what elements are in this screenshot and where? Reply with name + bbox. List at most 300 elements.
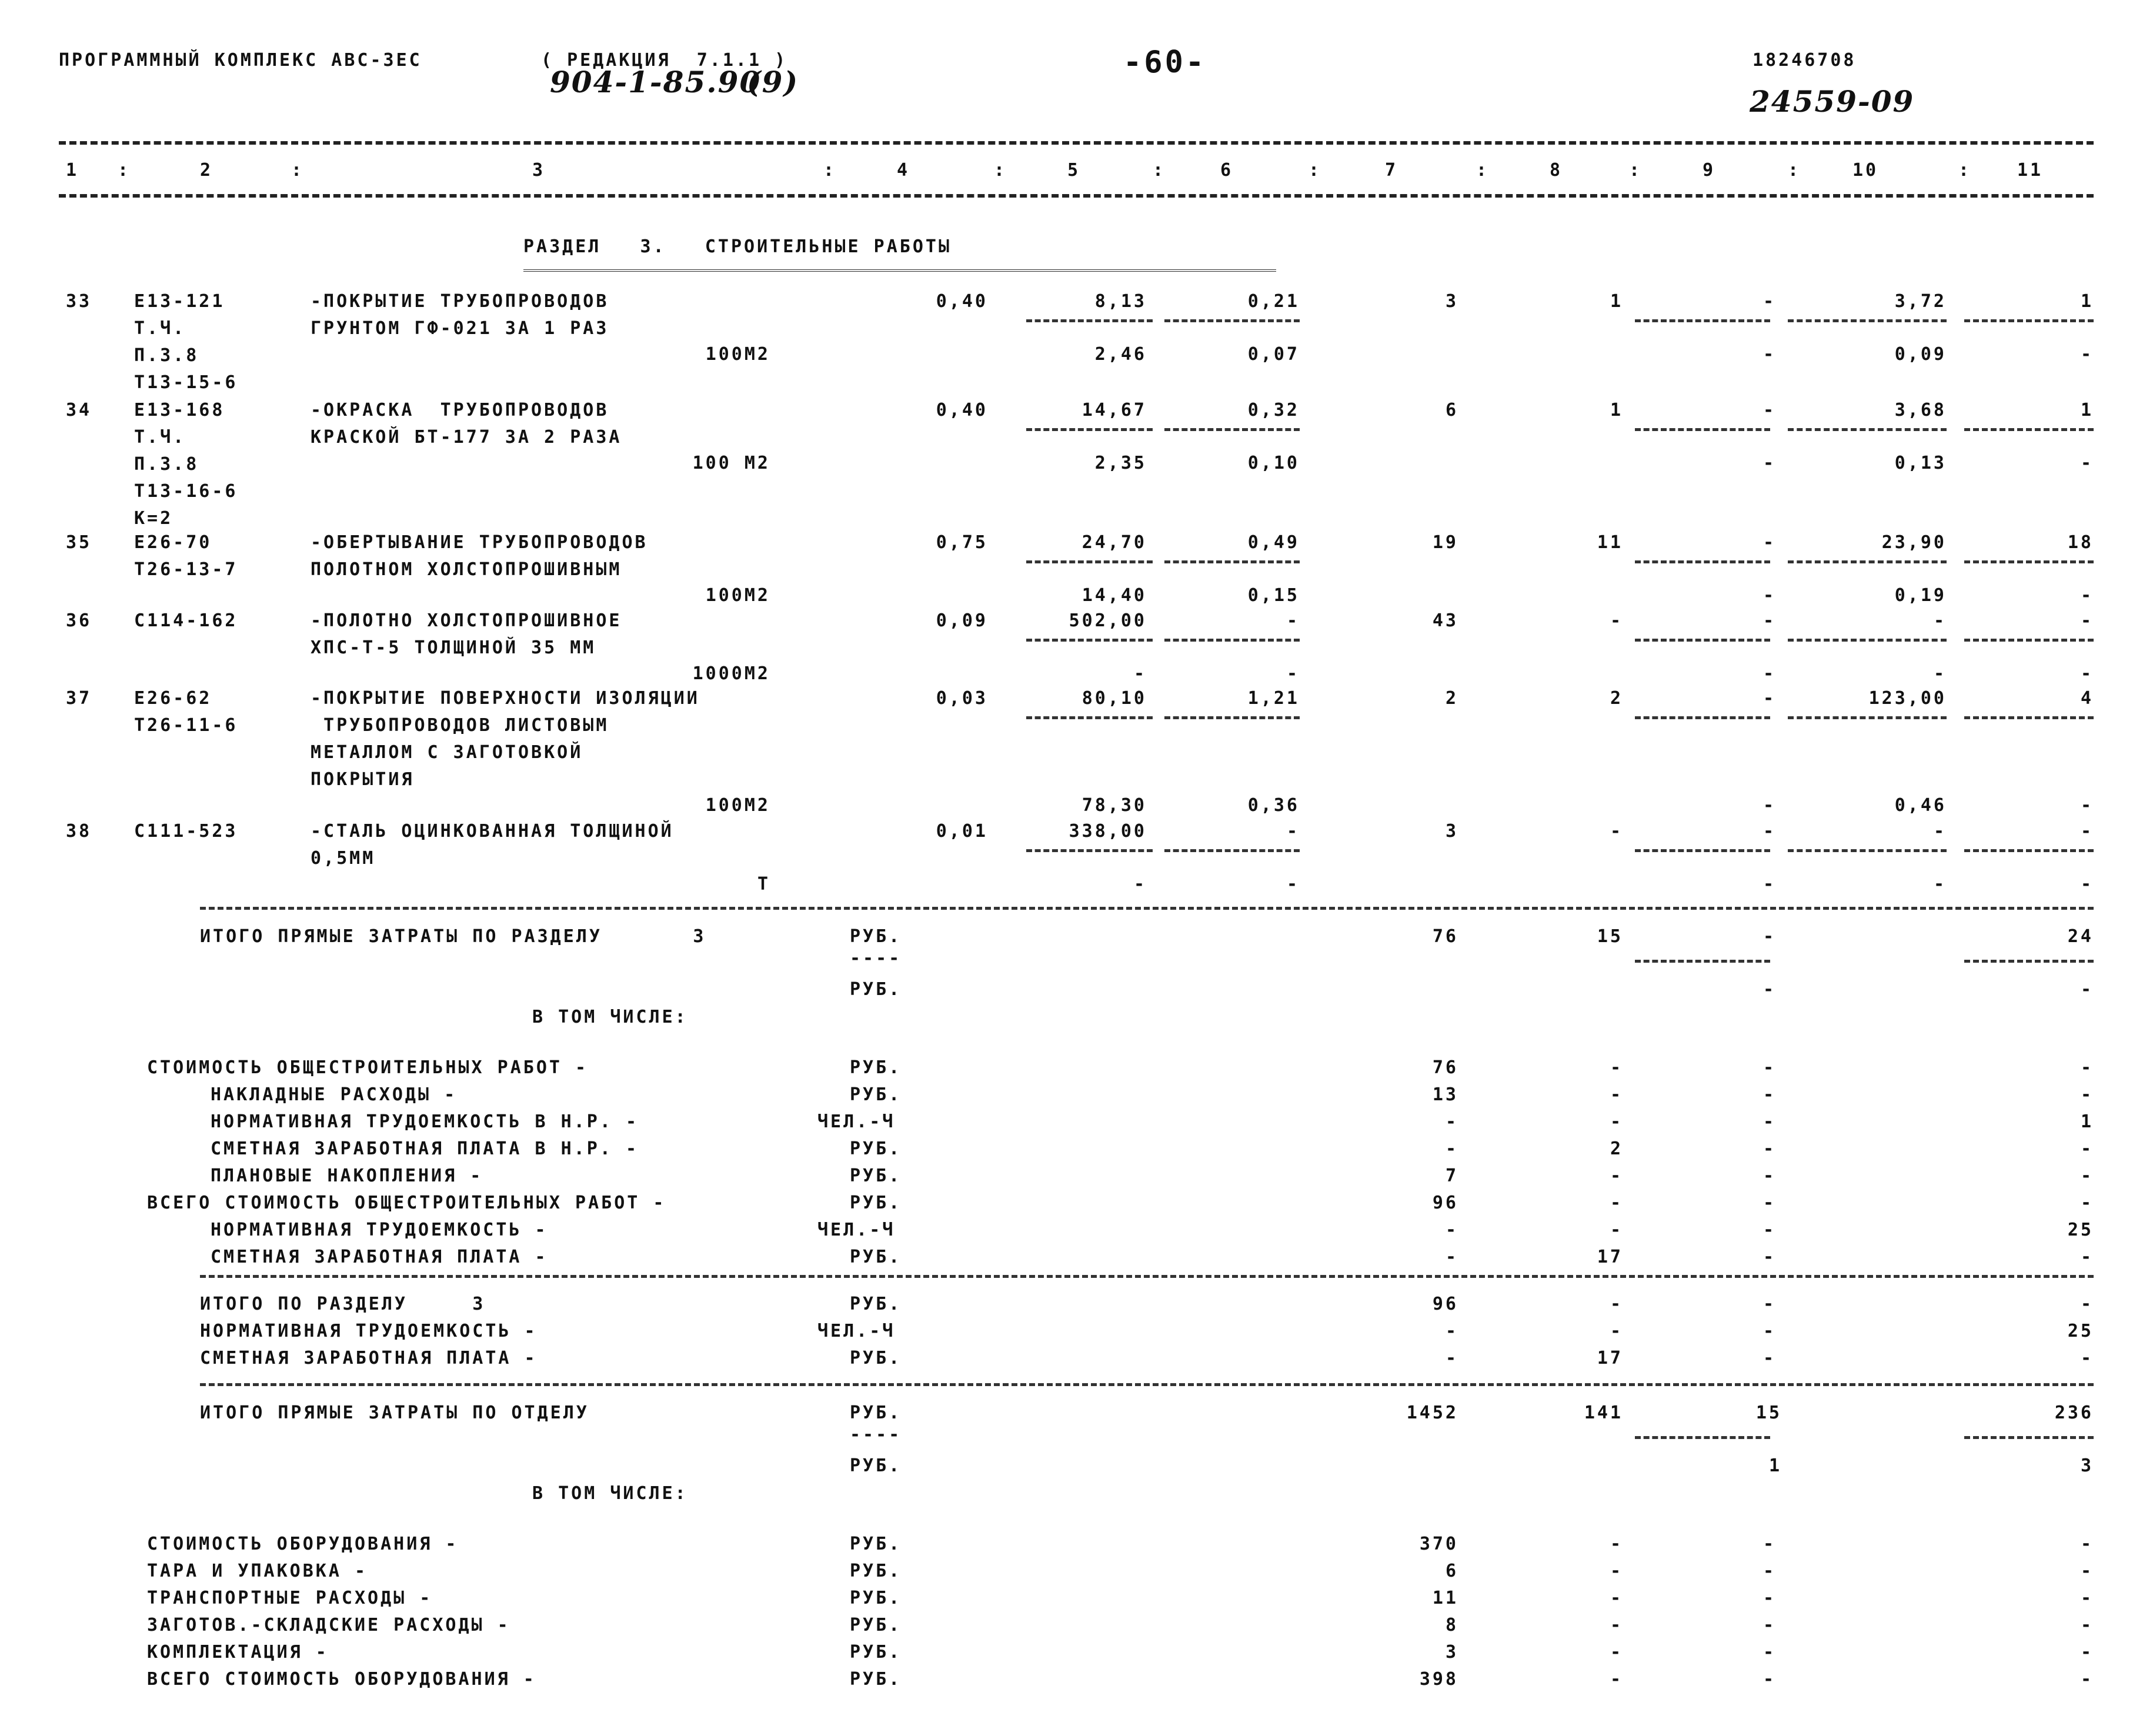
item-total-cost: 3 [1445,291,1458,312]
department-summary-col7: 1452 [1406,1403,1458,1423]
equipment-label: КОМПЛЕКТАЦИЯ - [147,1642,329,1662]
cell-rule [1964,639,2094,642]
column-header-8: 8 [1550,160,1563,181]
item-description: -ПОКРЫТИЕ ПОВЕРХНОСТИ ИЗОЛЯЦИИ [311,688,700,709]
item-description: ХПС-Т-5 ТОЛЩИНОЙ 35 ММ [311,637,596,658]
section-total-col9: - [1763,1294,1776,1314]
item-quantity: 0,09 [936,610,988,631]
item-labour-total-sub: - [2080,453,2094,473]
item-code: П.3.8 [134,345,199,366]
section-total-col9: - [1763,1348,1776,1368]
breakdown-col9: - [1763,1247,1776,1267]
summary-col11: 24 [2067,926,2094,947]
breakdown-label: ПЛАНОВЫЕ НАКОПЛЕНИЯ - [211,1166,483,1186]
section-total-col9: - [1763,1321,1776,1341]
cell-rule [1026,319,1153,322]
breakdown-col7: 7 [1445,1166,1458,1186]
item-labour-total-sub: - [2080,585,2094,606]
equipment-col9: - [1763,1561,1776,1581]
item-total-cost: 19 [1432,532,1458,553]
item-machine-wage: 0,10 [1247,453,1300,473]
column-separator: : [291,160,305,181]
equipment-col9: - [1763,1534,1776,1554]
item-code: Т26-13-7 [134,559,238,580]
item-labour-total: 1 [2080,400,2094,420]
item-machine-wage: 0,36 [1247,795,1300,816]
item-unit: 100М2 [705,344,770,365]
department-summary-col9: 15 [1755,1403,1782,1423]
edition-label: ( РЕДАКЦИЯ 7.1.1 ) [541,50,788,71]
equipment-col11: - [2080,1561,2094,1581]
cell-rule [1026,428,1153,431]
item-labour-total-sub: - [2080,795,2094,816]
section-total-col11: - [2080,1348,2094,1368]
cell-rule [1964,960,2094,963]
equipment-col11: - [2080,1642,2094,1662]
item-labour-unit: 123,00 [1868,688,1947,709]
item-description: -ПОЛОТНО ХОЛСТОПРОШИВНОЕ [311,610,622,631]
item-code: П.3.8 [134,454,199,475]
document-number: 18246708 [1753,50,1857,71]
page-number: -60- [1123,45,1207,80]
department-summary-col9-sub: 1 [1768,1455,1782,1476]
cell-rule [1964,319,2094,322]
equipment-label: ТРАНСПОРТНЫЕ РАСХОДЫ - [147,1588,433,1608]
equipment-col9: - [1763,1642,1776,1662]
column-separator: : [118,160,131,181]
breakdown-col11: - [2080,1084,2094,1105]
summary-col9-sub: - [1763,979,1776,1000]
item-total-wage: 2 [1610,688,1623,709]
item-description: ПОЛОТНОМ ХОЛСТОПРОШИВНЫМ [311,559,622,580]
item-labour-total-sub: - [2080,874,2094,894]
item-quantity: 0,75 [936,532,988,553]
item-machine-cost: 0,32 [1247,400,1300,420]
item-number: 38 [66,821,92,842]
section-total-col11: 25 [2067,1321,2094,1341]
equipment-col11: - [2080,1669,2094,1690]
breakdown-col9: - [1763,1139,1776,1159]
item-labour-total: - [2080,610,2094,631]
item-labour-unit-sub: - [1933,663,1947,684]
item-col9-sub: - [1763,874,1776,894]
equipment-col9: - [1763,1588,1776,1608]
department-summary-col11: 236 [2054,1403,2094,1423]
item-unit-wage: 2,46 [1094,344,1147,365]
item-description: -ПОКРЫТИЕ ТРУБОПРОВОДОВ [311,291,609,312]
breakdown-col11: - [2080,1139,2094,1159]
breakdown-col11: 1 [2080,1111,2094,1132]
breakdown-col8: - [1610,1166,1623,1186]
department-summary-unit-2: РУБ. [850,1455,902,1476]
cell-rule [1635,960,1770,963]
breakdown-col8: - [1610,1220,1623,1240]
breakdown-label: СМЕТНАЯ ЗАРАБОТНАЯ ПЛАТА - [211,1247,548,1267]
column-separator: : [1309,160,1322,181]
breakdown-col11: - [2080,1247,2094,1267]
item-code: Е13-121 [134,291,225,312]
program-name: ПРОГРАММНЫЙ КОМПЛЕКС АВС-ЗЕС [59,50,422,71]
item-unit: Т [757,874,770,894]
handwritten-sheet-number: (9) [747,65,799,99]
item-number: 35 [66,532,92,553]
item-labour-unit: 3,72 [1894,291,1947,312]
item-unit-cost: 14,67 [1081,400,1147,420]
column-separator: : [1476,160,1490,181]
cell-rule [1964,716,2094,719]
cell-rule [1635,428,1770,431]
breakdown-col8: - [1610,1193,1623,1213]
cell-rule [1964,849,2094,852]
equipment-col8: - [1610,1615,1623,1635]
cell-rule [1026,849,1153,852]
equipment-col8: - [1610,1534,1623,1554]
equipment-unit: РУБ. [850,1669,902,1690]
cell-rule [1164,428,1300,431]
column-separator: : [1788,160,1801,181]
cell-rule [1635,560,1770,563]
cell-rule [1788,319,1947,322]
equipment-label: ЗАГОТОВ.-СКЛАДСКИЕ РАСХОДЫ - [147,1615,510,1635]
cell-rule [1635,849,1770,852]
section-total-col7: 96 [1432,1294,1458,1314]
cell-rule [1788,560,1947,563]
section-total-col8: - [1610,1321,1623,1341]
item-labour-unit-sub: 0,19 [1894,585,1947,606]
breakdown-col11: - [2080,1166,2094,1186]
equipment-col7: 6 [1445,1561,1458,1581]
item-labour-unit: - [1933,610,1947,631]
item-unit-wage: 2,35 [1094,453,1147,473]
column-separator: : [1153,160,1166,181]
summary-col8: 15 [1597,926,1623,947]
item-description: -ОБЕРТЫВАНИЕ ТРУБОПРОВОДОВ [311,532,648,553]
breakdown-unit: РУБ. [850,1084,902,1105]
item-unit-cost: 338,00 [1069,821,1147,842]
breakdown-col7: - [1445,1247,1458,1267]
cell-rule [1635,639,1770,642]
column-header-10: 10 [1852,160,1879,181]
item-code: Т.Ч. [134,427,186,448]
item-labour-unit-sub: 0,46 [1894,795,1947,816]
cell-rule [1164,560,1300,563]
breakdown-unit: РУБ. [850,1057,902,1078]
summary-unit-2: РУБ. [850,979,902,1000]
cell-rule [1635,716,1770,719]
item-code: Т13-15-6 [134,372,238,393]
including-label: В ТОМ ЧИСЛЕ: [532,1007,688,1027]
breakdown-col9: - [1763,1084,1776,1105]
item-labour-unit: 3,68 [1894,400,1947,420]
column-header-9: 9 [1703,160,1716,181]
breakdown-unit: РУБ. [850,1193,902,1213]
item-number: 36 [66,610,92,631]
item-labour-unit-sub: - [1933,874,1947,894]
header-rule-bottom [59,194,2094,198]
equipment-col7: 370 [1419,1534,1458,1554]
breakdown-col7: - [1445,1139,1458,1159]
item-number: 33 [66,291,92,312]
breakdown-col7: 13 [1432,1084,1458,1105]
cell-rule [1964,560,2094,563]
item-labour-total-sub: - [2080,663,2094,684]
item-description: -СТАЛЬ ОЦИНКОВАННАЯ ТОЛЩИНОЙ [311,821,674,842]
column-separator: : [823,160,837,181]
item-number: 37 [66,688,92,709]
cell-rule [1788,849,1947,852]
breakdown-label: СТОИМОСТЬ ОБЩЕСТРОИТЕЛЬНЫХ РАБОТ - [147,1057,589,1078]
item-machine-wage: - [1286,663,1300,684]
department-summary-label: ИТОГО ПРЯМЫЕ ЗАТРАТЫ ПО ОТДЕЛУ [200,1403,693,1423]
breakdown-col7: 96 [1432,1193,1458,1213]
summary-label: ИТОГО ПРЯМЫЕ ЗАТРАТЫ ПО РАЗДЕЛУ 3 [200,926,706,947]
equipment-col7: 3 [1445,1642,1458,1662]
item-col9: - [1763,400,1776,420]
cell-rule [1964,428,2094,431]
breakdown-label: ВСЕГО СТОИМОСТЬ ОБЩЕСТРОИТЕЛЬНЫХ РАБОТ - [147,1193,666,1213]
breakdown-label: НАКЛАДНЫЕ РАСХОДЫ - [211,1084,458,1105]
item-col9: - [1763,532,1776,553]
handwritten-document-number: 24559-09 [1750,84,1915,119]
breakdown-col9: - [1763,1193,1776,1213]
equipment-label: СТОИМОСТЬ ОБОРУДОВАНИЯ - [147,1534,459,1554]
column-separator: : [1629,160,1643,181]
breakdown-col9: - [1763,1220,1776,1240]
item-description: КРАСКОЙ БТ-177 ЗА 2 РАЗА [311,427,622,448]
item-total-wage: 1 [1610,291,1623,312]
summary-col9: - [1763,926,1776,947]
equipment-unit: РУБ. [850,1534,902,1554]
section-total-col11: - [2080,1294,2094,1314]
item-machine-cost: 0,21 [1247,291,1300,312]
item-total-cost: 6 [1445,400,1458,420]
breakdown-col7: 76 [1432,1057,1458,1078]
column-header-3: 3 [532,160,546,181]
breakdown-col11: 25 [2067,1220,2094,1240]
item-labour-total: 4 [2080,688,2094,709]
item-machine-cost: - [1286,821,1300,842]
item-code: Т.Ч. [134,318,186,339]
item-col9: - [1763,291,1776,312]
item-unit: 100 М2 [692,453,770,473]
cell-rule [1635,319,1770,322]
column-header-5: 5 [1067,160,1081,181]
section-title-underline [523,269,1276,272]
item-labour-total-sub: - [2080,344,2094,365]
item-machine-cost: - [1286,610,1300,631]
item-labour-total: 1 [2080,291,2094,312]
equipment-unit: РУБ. [850,1642,902,1662]
breakdown-col8: - [1610,1111,1623,1132]
item-total-wage: - [1610,821,1623,842]
section-total-col8: - [1610,1294,1623,1314]
item-unit-wage: - [1133,874,1147,894]
equipment-col8: - [1610,1642,1623,1662]
cell-rule [1026,716,1153,719]
breakdown-unit: РУБ. [850,1247,902,1267]
section-total-col8: 17 [1597,1348,1623,1368]
breakdown-col11: - [2080,1057,2094,1078]
section-total-col7: - [1445,1321,1458,1341]
item-unit: 100М2 [705,795,770,816]
breakdown-label: СМЕТНАЯ ЗАРАБОТНАЯ ПЛАТА В Н.Р. - [211,1139,639,1159]
item-col9-sub: - [1763,663,1776,684]
item-total-wage: 11 [1597,532,1623,553]
summary-col7: 76 [1432,926,1458,947]
breakdown-col9: - [1763,1111,1776,1132]
cell-rule [1164,849,1300,852]
item-labour-total: 18 [2067,532,2094,553]
section-total-unit: РУБ. [850,1294,902,1314]
item-description: ГРУНТОМ ГФ-021 ЗА 1 РАЗ [311,318,609,339]
equipment-col8: - [1610,1669,1623,1690]
item-col9-sub: - [1763,344,1776,365]
header-rule-top [59,141,2094,145]
column-header-4: 4 [897,160,910,181]
item-total-cost: 2 [1445,688,1458,709]
item-machine-cost: 0,49 [1247,532,1300,553]
item-unit-cost: 502,00 [1069,610,1147,631]
equipment-col11: - [2080,1615,2094,1635]
equipment-unit: РУБ. [850,1615,902,1635]
column-header-11: 11 [2017,160,2044,181]
item-labour-unit: 23,90 [1881,532,1947,553]
section-total-label: ИТОГО ПО РАЗДЕЛУ 3 [200,1294,486,1314]
item-total-cost: 43 [1432,610,1458,631]
item-col9-sub: - [1763,585,1776,606]
department-including-label: В ТОМ ЧИСЛЕ: [532,1483,688,1504]
breakdown-col8: - [1610,1084,1623,1105]
column-header-1: 1 [66,160,79,181]
item-description: ТРУБОПРОВОДОВ ЛИСТОВЫМ [311,715,609,736]
equipment-col7: 8 [1445,1615,1458,1635]
cell-rule [1964,1436,2094,1439]
item-code: С111-523 [134,821,238,842]
breakdown-col7: - [1445,1111,1458,1132]
item-total-wage: 1 [1610,400,1623,420]
equipment-col9: - [1763,1669,1776,1690]
breakdown-col9: - [1763,1166,1776,1186]
item-unit-wage: 14,40 [1081,585,1147,606]
cell-rule [1026,560,1153,563]
item-unit-cost: 80,10 [1081,688,1147,709]
item-description: МЕТАЛЛОМ С ЗАГОТОВКОЙ [311,742,583,763]
breakdown-label: НОРМАТИВНАЯ ТРУДОЕМКОСТЬ В Н.Р. - [211,1111,639,1132]
item-code: С114-162 [134,610,238,631]
item-total-cost: 3 [1445,821,1458,842]
summary-rule [200,907,2094,910]
item-machine-wage: 0,07 [1247,344,1300,365]
breakdown-label: НОРМАТИВНАЯ ТРУДОЕМКОСТЬ - [211,1220,548,1240]
equipment-unit: РУБ. [850,1561,902,1581]
column-header-7: 7 [1385,160,1398,181]
item-unit-wage: 78,30 [1081,795,1147,816]
department-summary-unit-rule: ---- [850,1424,902,1445]
breakdown-unit: ЧЕЛ.-Ч [817,1111,896,1132]
item-description: ПОКРЫТИЯ [311,769,415,790]
breakdown-col11: - [2080,1193,2094,1213]
item-unit-cost: 8,13 [1094,291,1147,312]
cell-rule [1164,639,1300,642]
cell-rule [1788,428,1947,431]
item-unit: 1000М2 [692,663,770,684]
summary-unit: РУБ. [850,926,902,947]
cell-rule [1164,319,1300,322]
handwritten-project-code: 904-1-85.90 [550,65,762,99]
summary-col11-sub: - [2080,979,2094,1000]
cell-rule [1788,639,1947,642]
item-code: Е26-70 [134,532,212,553]
item-code: Т26-11-6 [134,715,238,736]
equipment-unit: РУБ. [850,1588,902,1608]
item-col9: - [1763,688,1776,709]
breakdown-col8: 17 [1597,1247,1623,1267]
department-summary-col11-sub: 3 [2080,1455,2094,1476]
section-total-label: СМЕТНАЯ ЗАРАБОТНАЯ ПЛАТА - [200,1348,538,1368]
cell-rule [1026,639,1153,642]
item-description: -ОКРАСКА ТРУБОПРОВОДОВ [311,400,609,420]
item-quantity: 0,01 [936,821,988,842]
item-labour-unit: - [1933,821,1947,842]
section-total-unit: РУБ. [850,1348,902,1368]
breakdown-unit: ЧЕЛ.-Ч [817,1220,896,1240]
item-description: 0,5ММ [311,848,376,869]
item-machine-cost: 1,21 [1247,688,1300,709]
equipment-label: ТАРА И УПАКОВКА - [147,1561,368,1581]
item-labour-total: - [2080,821,2094,842]
item-col9: - [1763,821,1776,842]
item-total-wage: - [1610,610,1623,631]
item-unit: 100М2 [705,585,770,606]
item-code: Т13-16-6 [134,481,238,502]
department-total-rule [200,1383,2094,1386]
breakdown-col8: 2 [1610,1139,1623,1159]
item-labour-unit-sub: 0,13 [1894,453,1947,473]
section-total-rule [200,1275,2094,1278]
column-header-2: 2 [200,160,213,181]
item-code: К=2 [134,508,173,529]
equipment-col7: 398 [1419,1669,1458,1690]
cell-rule [1788,716,1947,719]
equipment-col11: - [2080,1534,2094,1554]
item-code: Е26-62 [134,688,212,709]
section-total-label: НОРМАТИВНАЯ ТРУДОЕМКОСТЬ - [200,1321,538,1341]
item-quantity: 0,40 [936,291,988,312]
item-code: Е13-168 [134,400,225,420]
equipment-col8: - [1610,1588,1623,1608]
item-col9-sub: - [1763,795,1776,816]
section-title: РАЗДЕЛ 3. СТРОИТЕЛЬНЫЕ РАБОТЫ [523,236,952,257]
cell-rule [1635,1436,1770,1439]
item-col9: - [1763,610,1776,631]
breakdown-unit: РУБ. [850,1166,902,1186]
cell-rule [1164,716,1300,719]
breakdown-col8: - [1610,1057,1623,1078]
department-summary-col8: 141 [1584,1403,1623,1423]
item-col9-sub: - [1763,453,1776,473]
item-labour-unit-sub: 0,09 [1894,344,1947,365]
summary-unit-rule: ---- [850,948,902,969]
column-header-6: 6 [1220,160,1234,181]
item-machine-wage: - [1286,874,1300,894]
item-quantity: 0,03 [936,688,988,709]
item-quantity: 0,40 [936,400,988,420]
equipment-label: ВСЕГО СТОИМОСТЬ ОБОРУДОВАНИЯ - [147,1669,536,1690]
department-summary-unit: РУБ. [850,1403,902,1423]
breakdown-col9: - [1763,1057,1776,1078]
breakdown-unit: РУБ. [850,1139,902,1159]
breakdown-col7: - [1445,1220,1458,1240]
